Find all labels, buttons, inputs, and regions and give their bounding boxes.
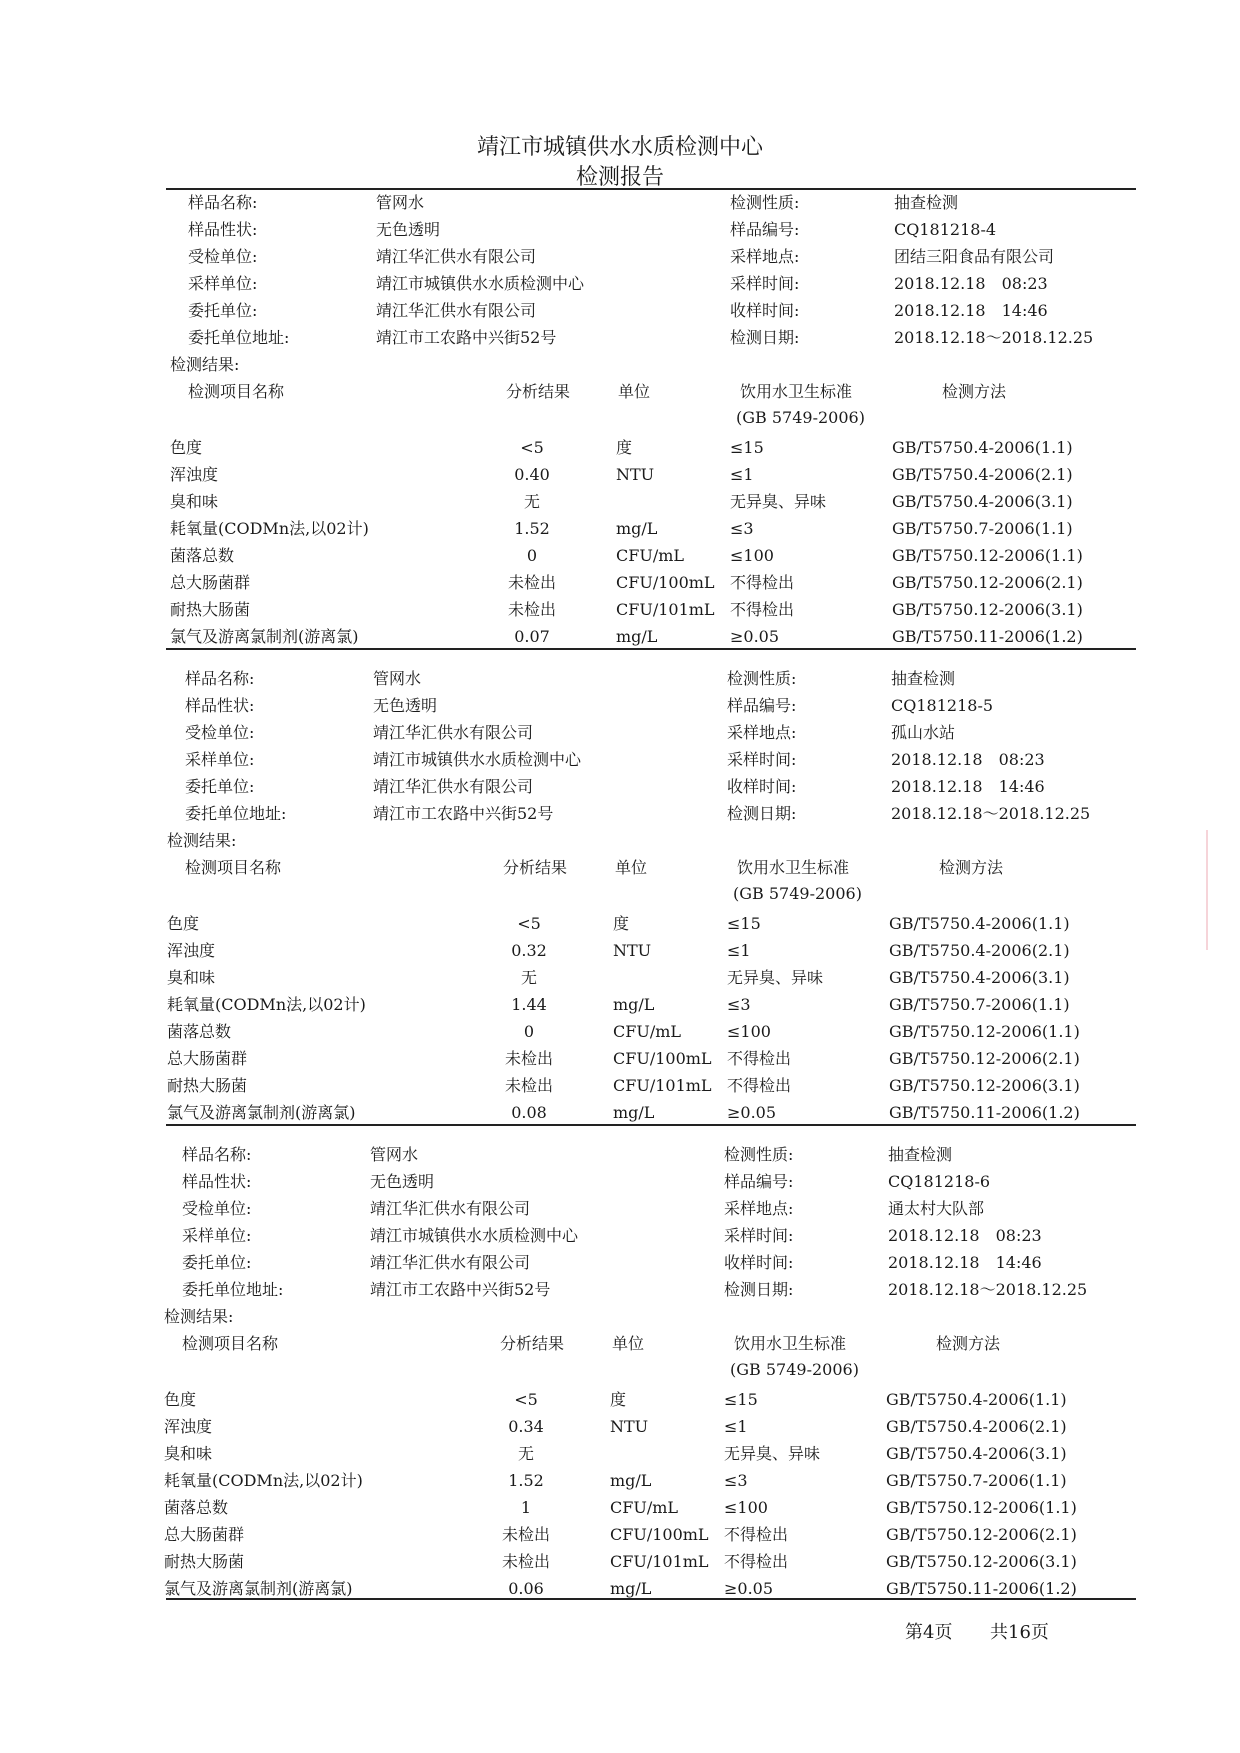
cell-standard: 无异臭、异味 bbox=[727, 968, 824, 987]
col-header-item: 检测项目名称 bbox=[182, 1334, 279, 1353]
report-title: 靖江市城镇供水水质检测中心 bbox=[476, 135, 763, 160]
results-heading: 检测结果: bbox=[170, 355, 240, 374]
cell-standard: ≤15 bbox=[727, 914, 761, 933]
cell-item: 菌落总数 bbox=[170, 546, 235, 565]
divider-line bbox=[166, 188, 1136, 190]
cell-standard: ≤3 bbox=[727, 995, 751, 1014]
cell-method: GB/T5750.7-2006(1.1) bbox=[886, 1471, 1067, 1490]
value-sample_nature: 无色透明 bbox=[376, 220, 441, 239]
cell-item: 色度 bbox=[170, 438, 203, 457]
cell-method: GB/T5750.4-2006(1.1) bbox=[889, 914, 1070, 933]
cell-item: 耐热大肠菌 bbox=[170, 600, 251, 619]
label-test_date: 检测日期: bbox=[724, 1280, 794, 1299]
cell-standard: ≤3 bbox=[724, 1471, 748, 1490]
label-test_date: 检测日期: bbox=[730, 328, 800, 347]
cell-standard: ≤1 bbox=[727, 941, 751, 960]
cell-unit: 度 bbox=[613, 914, 630, 933]
cell-standard: ≤100 bbox=[724, 1498, 768, 1517]
cell-method: GB/T5750.4-2006(3.1) bbox=[886, 1444, 1067, 1463]
value-receipt_time: 2018.12.18 14:46 bbox=[888, 1253, 1042, 1272]
results-heading: 检测结果: bbox=[164, 1307, 234, 1326]
cell-standard: ≥0.05 bbox=[724, 1579, 774, 1598]
cell-standard: ≤100 bbox=[730, 546, 774, 565]
cell-result: <5 bbox=[517, 914, 541, 933]
value-test_date: 2018.12.18～2018.12.25 bbox=[891, 804, 1091, 823]
col-header-method: 检测方法 bbox=[939, 858, 1004, 877]
cell-result: 0.32 bbox=[511, 941, 547, 960]
cell-unit: 度 bbox=[616, 438, 633, 457]
value-sample_no: CQ181218-4 bbox=[894, 220, 997, 239]
cell-unit: mg/L bbox=[610, 1471, 652, 1490]
cell-unit: CFU/100mL bbox=[613, 1049, 712, 1068]
cell-result: 1 bbox=[520, 1498, 532, 1517]
label-test_nature: 检测性质: bbox=[724, 1145, 794, 1164]
cell-result: 无 bbox=[523, 492, 540, 511]
label-sample_no: 样品编号: bbox=[727, 696, 797, 715]
report-subtitle: 检测报告 bbox=[575, 165, 664, 190]
value-receipt_time: 2018.12.18 14:46 bbox=[894, 301, 1048, 320]
cell-unit: CFU/101mL bbox=[610, 1552, 709, 1571]
value-test_date: 2018.12.18～2018.12.25 bbox=[888, 1280, 1088, 1299]
value-sampling_site: 孤山水站 bbox=[891, 723, 956, 742]
cell-item: 色度 bbox=[164, 1390, 197, 1409]
cell-standard: ≤1 bbox=[724, 1417, 748, 1436]
cell-unit: mg/L bbox=[616, 627, 658, 646]
cell-result: 0 bbox=[526, 546, 538, 565]
cell-item: 总大肠菌群 bbox=[164, 1525, 245, 1544]
value-test_date: 2018.12.18～2018.12.25 bbox=[894, 328, 1094, 347]
col-header-unit: 单位 bbox=[612, 1334, 645, 1353]
cell-standard: 不得检出 bbox=[730, 600, 795, 619]
col-header-item: 检测项目名称 bbox=[185, 858, 282, 877]
cell-standard: ≤100 bbox=[727, 1022, 771, 1041]
value-test_nature: 抽查检测 bbox=[894, 193, 959, 212]
label-sampling_site: 采样地点: bbox=[727, 723, 797, 742]
col-header-result: 分析结果 bbox=[503, 858, 568, 877]
cell-unit: mg/L bbox=[613, 1103, 655, 1122]
cell-method: GB/T5750.7-2006(1.1) bbox=[889, 995, 1070, 1014]
cell-method: GB/T5750.4-2006(1.1) bbox=[892, 438, 1073, 457]
col-header-method: 检测方法 bbox=[942, 382, 1007, 401]
cell-item: 氯气及游离氯制剂(游离氯) bbox=[164, 1579, 353, 1598]
col-header-unit: 单位 bbox=[615, 858, 648, 877]
label-client_unit: 委托单位: bbox=[185, 777, 255, 796]
sample-block bbox=[0, 1144, 1240, 1614]
cell-result: 1.44 bbox=[511, 995, 547, 1014]
value-client_address: 靖江市工农路中兴街52号 bbox=[376, 328, 557, 347]
cell-standard: ≥0.05 bbox=[730, 627, 780, 646]
cell-unit: mg/L bbox=[613, 995, 655, 1014]
cell-result: 未检出 bbox=[501, 1552, 550, 1571]
value-sampling_time: 2018.12.18 08:23 bbox=[894, 274, 1048, 293]
value-test_nature: 抽查检测 bbox=[888, 1145, 953, 1164]
value-sampling_time: 2018.12.18 08:23 bbox=[888, 1226, 1042, 1245]
value-test_nature: 抽查检测 bbox=[891, 669, 956, 688]
value-inspected_unit: 靖江华汇供水有限公司 bbox=[373, 723, 534, 742]
value-client_unit: 靖江华汇供水有限公司 bbox=[370, 1253, 531, 1272]
cell-result: 0.07 bbox=[514, 627, 550, 646]
value-sampling_site: 通太村大队部 bbox=[888, 1199, 985, 1218]
label-sampling_site: 采样地点: bbox=[724, 1199, 794, 1218]
cell-method: GB/T5750.12-2006(1.1) bbox=[889, 1022, 1080, 1041]
cell-item: 菌落总数 bbox=[167, 1022, 232, 1041]
col-header-method: 检测方法 bbox=[936, 1334, 1001, 1353]
cell-result: 1.52 bbox=[508, 1471, 544, 1490]
cell-standard: 无异臭、异味 bbox=[724, 1444, 821, 1463]
value-client_address: 靖江市工农路中兴街52号 bbox=[370, 1280, 551, 1299]
cell-item: 总大肠菌群 bbox=[167, 1049, 248, 1068]
col-header-standard: 饮用水卫生标准 bbox=[737, 858, 850, 877]
label-test_nature: 检测性质: bbox=[727, 669, 797, 688]
cell-method: GB/T5750.12-2006(2.1) bbox=[892, 573, 1083, 592]
value-sample_no: CQ181218-5 bbox=[891, 696, 994, 715]
page-total: 共16页 bbox=[990, 1622, 1049, 1643]
col-header-standard-code: (GB 5749-2006) bbox=[736, 408, 865, 427]
sample-block bbox=[0, 668, 1240, 1138]
col-header-result: 分析结果 bbox=[500, 1334, 565, 1353]
col-header-standard-code: (GB 5749-2006) bbox=[733, 884, 862, 903]
cell-item: 浑浊度 bbox=[170, 465, 219, 484]
cell-result: 未检出 bbox=[504, 1049, 553, 1068]
cell-method: GB/T5750.11-2006(1.2) bbox=[889, 1103, 1080, 1122]
cell-unit: NTU bbox=[610, 1417, 649, 1436]
label-test_nature: 检测性质: bbox=[730, 193, 800, 212]
cell-method: GB/T5750.4-2006(2.1) bbox=[886, 1417, 1067, 1436]
cell-method: GB/T5750.12-2006(3.1) bbox=[892, 600, 1083, 619]
red-seal-mark bbox=[1206, 830, 1240, 950]
cell-unit: CFU/101mL bbox=[613, 1076, 712, 1095]
label-sample_nature: 样品性状: bbox=[188, 220, 258, 239]
cell-result: 无 bbox=[517, 1444, 534, 1463]
cell-unit: NTU bbox=[613, 941, 652, 960]
label-client_unit: 委托单位: bbox=[182, 1253, 252, 1272]
label-sampling_time: 采样时间: bbox=[724, 1226, 794, 1245]
cell-standard: 不得检出 bbox=[724, 1525, 789, 1544]
cell-standard: 无异臭、异味 bbox=[730, 492, 827, 511]
cell-method: GB/T5750.4-2006(2.1) bbox=[889, 941, 1070, 960]
cell-unit: mg/L bbox=[616, 519, 658, 538]
label-sample_no: 样品编号: bbox=[724, 1172, 794, 1191]
cell-method: GB/T5750.11-2006(1.2) bbox=[892, 627, 1083, 646]
label-client_address: 委托单位地址: bbox=[188, 328, 290, 347]
value-sample_name: 管网水 bbox=[376, 193, 425, 212]
cell-unit: CFU/mL bbox=[613, 1022, 682, 1041]
cell-item: 耐热大肠菌 bbox=[164, 1552, 245, 1571]
cell-method: GB/T5750.7-2006(1.1) bbox=[892, 519, 1073, 538]
value-sample_nature: 无色透明 bbox=[370, 1172, 435, 1191]
cell-item: 浑浊度 bbox=[167, 941, 216, 960]
cell-method: GB/T5750.12-2006(2.1) bbox=[886, 1525, 1077, 1544]
cell-result: 未检出 bbox=[504, 1076, 553, 1095]
cell-unit: CFU/mL bbox=[616, 546, 685, 565]
label-client_address: 委托单位地址: bbox=[182, 1280, 284, 1299]
cell-unit: CFU/100mL bbox=[616, 573, 715, 592]
label-sampling_unit: 采样单位: bbox=[182, 1226, 252, 1245]
cell-result: 0.34 bbox=[508, 1417, 544, 1436]
label-receipt_time: 收样时间: bbox=[727, 777, 797, 796]
cell-method: GB/T5750.4-2006(1.1) bbox=[886, 1390, 1067, 1409]
value-receipt_time: 2018.12.18 14:46 bbox=[891, 777, 1045, 796]
value-client_address: 靖江市工农路中兴街52号 bbox=[373, 804, 554, 823]
label-sampling_unit: 采样单位: bbox=[185, 750, 255, 769]
value-sample_name: 管网水 bbox=[370, 1145, 419, 1164]
cell-result: 1.52 bbox=[514, 519, 550, 538]
cell-result: 0.08 bbox=[511, 1103, 547, 1122]
cell-method: GB/T5750.12-2006(1.1) bbox=[886, 1498, 1077, 1517]
col-header-item: 检测项目名称 bbox=[188, 382, 285, 401]
value-inspected_unit: 靖江华汇供水有限公司 bbox=[370, 1199, 531, 1218]
page-number: 第4页 bbox=[905, 1622, 953, 1643]
cell-item: 臭和味 bbox=[170, 492, 219, 511]
cell-item: 氯气及游离氯制剂(游离氯) bbox=[170, 627, 359, 646]
cell-item: 总大肠菌群 bbox=[170, 573, 251, 592]
label-sampling_site: 采样地点: bbox=[730, 247, 800, 266]
value-sampling_site: 团结三阳食品有限公司 bbox=[894, 247, 1055, 266]
cell-standard: ≤15 bbox=[730, 438, 764, 457]
cell-standard: 不得检出 bbox=[727, 1076, 792, 1095]
cell-standard: ≥0.05 bbox=[727, 1103, 777, 1122]
col-header-standard: 饮用水卫生标准 bbox=[740, 382, 853, 401]
cell-standard: ≤3 bbox=[730, 519, 754, 538]
label-sample_nature: 样品性状: bbox=[185, 696, 255, 715]
cell-item: 臭和味 bbox=[167, 968, 216, 987]
cell-item: 耗氧量(CODMn法,以02计) bbox=[164, 1471, 363, 1490]
col-header-standard: 饮用水卫生标准 bbox=[734, 1334, 847, 1353]
label-sample_no: 样品编号: bbox=[730, 220, 800, 239]
cell-item: 臭和味 bbox=[164, 1444, 213, 1463]
cell-result: 未检出 bbox=[507, 600, 556, 619]
cell-result: 0 bbox=[523, 1022, 535, 1041]
cell-standard: 不得检出 bbox=[727, 1049, 792, 1068]
cell-item: 菌落总数 bbox=[164, 1498, 229, 1517]
cell-unit: mg/L bbox=[610, 1579, 652, 1598]
value-sampling_unit: 靖江市城镇供水水质检测中心 bbox=[370, 1226, 579, 1245]
label-sample_nature: 样品性状: bbox=[182, 1172, 252, 1191]
label-test_date: 检测日期: bbox=[727, 804, 797, 823]
cell-result: 未检出 bbox=[501, 1525, 550, 1544]
cell-item: 色度 bbox=[167, 914, 200, 933]
cell-method: GB/T5750.12-2006(3.1) bbox=[889, 1076, 1080, 1095]
cell-item: 氯气及游离氯制剂(游离氯) bbox=[167, 1103, 356, 1122]
cell-result: <5 bbox=[514, 1390, 538, 1409]
cell-result: 未检出 bbox=[507, 573, 556, 592]
results-heading: 检测结果: bbox=[167, 831, 237, 850]
value-sample_nature: 无色透明 bbox=[373, 696, 438, 715]
label-inspected_unit: 受检单位: bbox=[182, 1199, 252, 1218]
value-sampling_time: 2018.12.18 08:23 bbox=[891, 750, 1045, 769]
label-receipt_time: 收样时间: bbox=[724, 1253, 794, 1272]
cell-standard: ≤15 bbox=[724, 1390, 758, 1409]
cell-item: 耗氧量(CODMn法,以02计) bbox=[167, 995, 366, 1014]
label-sampling_time: 采样时间: bbox=[727, 750, 797, 769]
value-sample_name: 管网水 bbox=[373, 669, 422, 688]
cell-method: GB/T5750.12-2006(1.1) bbox=[892, 546, 1083, 565]
cell-item: 耗氧量(CODMn法,以02计) bbox=[170, 519, 369, 538]
cell-method: GB/T5750.4-2006(3.1) bbox=[892, 492, 1073, 511]
value-inspected_unit: 靖江华汇供水有限公司 bbox=[376, 247, 537, 266]
cell-standard: 不得检出 bbox=[724, 1552, 789, 1571]
cell-result: <5 bbox=[520, 438, 544, 457]
value-client_unit: 靖江华汇供水有限公司 bbox=[373, 777, 534, 796]
col-header-unit: 单位 bbox=[618, 382, 651, 401]
cell-result: 0.40 bbox=[514, 465, 550, 484]
value-sampling_unit: 靖江市城镇供水水质检测中心 bbox=[373, 750, 582, 769]
label-sampling_unit: 采样单位: bbox=[188, 274, 258, 293]
value-sampling_unit: 靖江市城镇供水水质检测中心 bbox=[376, 274, 585, 293]
cell-standard: 不得检出 bbox=[730, 573, 795, 592]
cell-method: GB/T5750.11-2006(1.2) bbox=[886, 1579, 1077, 1598]
col-header-result: 分析结果 bbox=[506, 382, 571, 401]
cell-unit: 度 bbox=[610, 1390, 627, 1409]
label-sample_name: 样品名称: bbox=[188, 193, 258, 212]
label-inspected_unit: 受检单位: bbox=[185, 723, 255, 742]
label-sample_name: 样品名称: bbox=[182, 1145, 252, 1164]
value-client_unit: 靖江华汇供水有限公司 bbox=[376, 301, 537, 320]
label-client_unit: 委托单位: bbox=[188, 301, 258, 320]
cell-item: 耐热大肠菌 bbox=[167, 1076, 248, 1095]
cell-method: GB/T5750.12-2006(3.1) bbox=[886, 1552, 1077, 1571]
cell-unit: CFU/mL bbox=[610, 1498, 679, 1517]
label-inspected_unit: 受检单位: bbox=[188, 247, 258, 266]
label-sampling_time: 采样时间: bbox=[730, 274, 800, 293]
cell-standard: ≤1 bbox=[730, 465, 754, 484]
sample-block bbox=[0, 192, 1240, 662]
cell-item: 浑浊度 bbox=[164, 1417, 213, 1436]
label-client_address: 委托单位地址: bbox=[185, 804, 287, 823]
cell-result: 无 bbox=[520, 968, 537, 987]
label-sample_name: 样品名称: bbox=[185, 669, 255, 688]
value-sample_no: CQ181218-6 bbox=[888, 1172, 991, 1191]
cell-method: GB/T5750.4-2006(2.1) bbox=[892, 465, 1073, 484]
cell-method: GB/T5750.4-2006(3.1) bbox=[889, 968, 1070, 987]
cell-result: 0.06 bbox=[508, 1579, 544, 1598]
cell-method: GB/T5750.12-2006(2.1) bbox=[889, 1049, 1080, 1068]
cell-unit: NTU bbox=[616, 465, 655, 484]
label-receipt_time: 收样时间: bbox=[730, 301, 800, 320]
cell-unit: CFU/101mL bbox=[616, 600, 715, 619]
col-header-standard-code: (GB 5749-2006) bbox=[730, 1360, 859, 1379]
cell-unit: CFU/100mL bbox=[610, 1525, 709, 1544]
